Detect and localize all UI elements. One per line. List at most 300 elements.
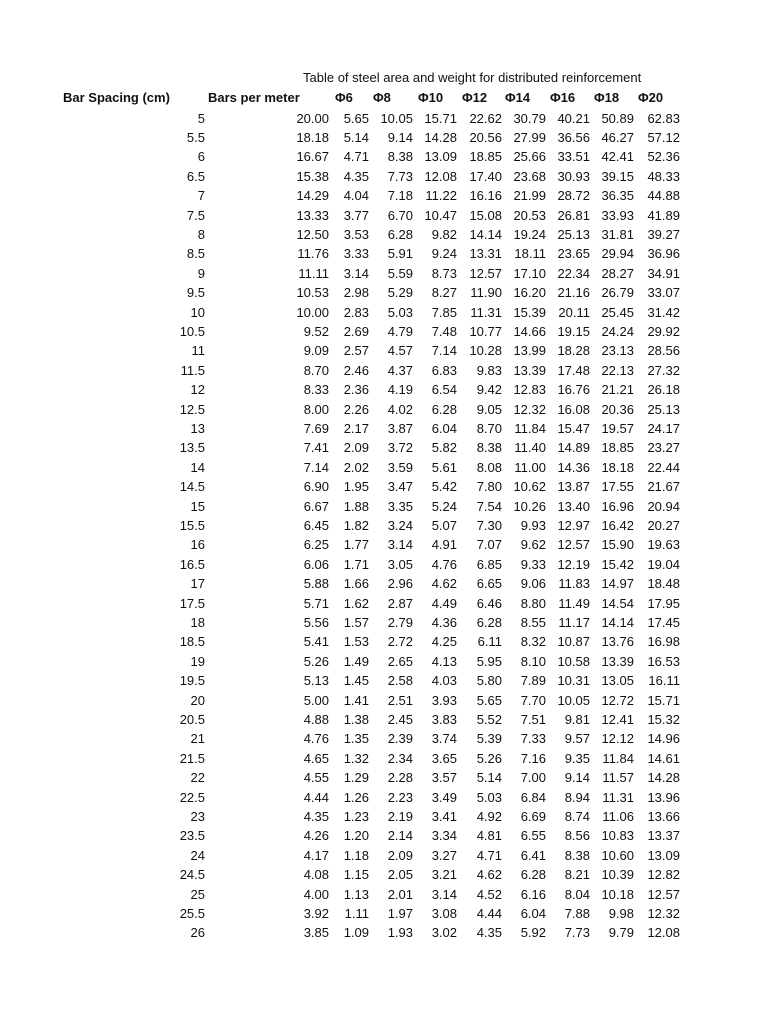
table-row bbox=[0, 632, 768, 651]
cell-spacing: 17 bbox=[190, 576, 205, 592]
cell-bars-per-meter: 9.09 bbox=[303, 343, 329, 359]
cell-phi8: 5.03 bbox=[387, 304, 413, 320]
cell-phi18: 42.41 bbox=[601, 149, 634, 165]
cell-phi14: 6.04 bbox=[520, 905, 546, 921]
cell-phi20: 24.17 bbox=[647, 420, 680, 436]
cell-bars-per-meter: 5.26 bbox=[303, 653, 329, 669]
cell-phi18: 11.31 bbox=[602, 789, 634, 805]
cell-phi8: 2.45 bbox=[387, 711, 413, 727]
cell-phi20: 28.56 bbox=[647, 343, 680, 359]
cell-phi12: 8.08 bbox=[476, 459, 502, 475]
cell-phi16: 10.31 bbox=[557, 673, 590, 689]
table-row bbox=[0, 419, 768, 438]
cell-bars-per-meter: 5.41 bbox=[303, 634, 329, 650]
cell-phi20: 13.96 bbox=[647, 789, 680, 805]
table-row bbox=[0, 283, 768, 302]
cell-spacing: 16 bbox=[190, 537, 205, 553]
cell-phi16: 7.73 bbox=[564, 925, 590, 941]
cell-phi16: 30.93 bbox=[557, 168, 590, 184]
cell-phi14: 12.83 bbox=[513, 382, 546, 398]
cell-phi10: 3.74 bbox=[431, 731, 457, 747]
cell-phi10: 3.27 bbox=[431, 847, 457, 863]
cell-phi18: 29.94 bbox=[601, 246, 634, 262]
cell-phi8: 7.73 bbox=[387, 168, 413, 184]
cell-phi12: 9.83 bbox=[476, 362, 502, 378]
cell-phi10: 5.82 bbox=[431, 440, 457, 456]
cell-spacing: 16.5 bbox=[179, 556, 205, 572]
cell-phi16: 9.81 bbox=[564, 711, 590, 727]
cell-phi8: 4.02 bbox=[387, 401, 413, 417]
cell-bars-per-meter: 16.67 bbox=[296, 149, 329, 165]
cell-spacing: 5.5 bbox=[186, 129, 205, 145]
cell-phi16: 25.13 bbox=[557, 226, 590, 242]
table-row bbox=[0, 477, 768, 496]
cell-phi8: 4.37 bbox=[387, 362, 413, 378]
cell-phi20: 12.82 bbox=[647, 867, 680, 883]
cell-phi6: 2.57 bbox=[343, 343, 369, 359]
cell-spacing: 9 bbox=[197, 265, 205, 281]
cell-spacing: 21.5 bbox=[179, 750, 205, 766]
cell-bars-per-meter: 8.00 bbox=[303, 401, 329, 417]
cell-phi12: 5.39 bbox=[476, 731, 502, 747]
cell-phi6: 1.23 bbox=[343, 808, 369, 824]
cell-phi10: 11.22 bbox=[425, 188, 457, 204]
cell-phi18: 12.12 bbox=[601, 731, 634, 747]
cell-phi16: 12.57 bbox=[557, 537, 590, 553]
cell-phi14: 30.79 bbox=[513, 110, 546, 126]
cell-phi6: 2.83 bbox=[343, 304, 369, 320]
table-row bbox=[0, 691, 768, 710]
cell-phi20: 14.96 bbox=[647, 731, 680, 747]
cell-phi10: 3.02 bbox=[431, 925, 457, 941]
cell-phi8: 7.18 bbox=[387, 188, 413, 204]
cell-bars-per-meter: 8.70 bbox=[303, 362, 329, 378]
table-row bbox=[0, 574, 768, 593]
cell-spacing: 10.5 bbox=[179, 323, 205, 339]
cell-phi6: 1.18 bbox=[343, 847, 369, 863]
cell-phi8: 3.47 bbox=[387, 479, 413, 495]
cell-phi8: 2.28 bbox=[387, 770, 413, 786]
table-row bbox=[0, 535, 768, 554]
cell-phi20: 62.83 bbox=[647, 110, 680, 126]
table-row bbox=[0, 652, 768, 671]
cell-phi6: 5.14 bbox=[343, 129, 369, 145]
table-row bbox=[0, 128, 768, 147]
cell-phi8: 5.91 bbox=[387, 246, 413, 262]
cell-phi20: 13.09 bbox=[647, 847, 680, 863]
cell-phi14: 7.16 bbox=[520, 750, 546, 766]
cell-phi8: 3.14 bbox=[387, 537, 413, 553]
cell-spacing: 7.5 bbox=[186, 207, 205, 223]
cell-phi10: 3.08 bbox=[431, 905, 457, 921]
cell-bars-per-meter: 6.67 bbox=[303, 498, 329, 514]
cell-phi16: 7.88 bbox=[564, 905, 590, 921]
cell-phi16: 9.35 bbox=[564, 750, 590, 766]
cell-phi10: 3.34 bbox=[431, 828, 457, 844]
cell-phi12: 6.65 bbox=[476, 576, 502, 592]
cell-phi20: 17.95 bbox=[647, 595, 680, 611]
cell-spacing: 11 bbox=[191, 343, 205, 359]
cell-phi20: 26.18 bbox=[647, 382, 680, 398]
cell-phi10: 10.47 bbox=[424, 207, 457, 223]
cell-phi16: 14.89 bbox=[557, 440, 590, 456]
cell-phi12: 7.80 bbox=[476, 479, 502, 495]
cell-phi18: 11.57 bbox=[602, 770, 634, 786]
cell-phi8: 2.51 bbox=[387, 692, 413, 708]
cell-phi18: 25.45 bbox=[601, 304, 634, 320]
cell-phi12: 11.90 bbox=[470, 285, 502, 301]
cell-spacing: 22 bbox=[190, 770, 205, 786]
cell-phi20: 23.27 bbox=[647, 440, 680, 456]
cell-phi6: 5.65 bbox=[343, 110, 369, 126]
cell-spacing: 6 bbox=[197, 149, 205, 165]
cell-phi18: 16.96 bbox=[601, 498, 634, 514]
cell-phi10: 4.13 bbox=[431, 653, 457, 669]
cell-phi14: 7.51 bbox=[520, 711, 546, 727]
cell-phi20: 52.36 bbox=[647, 149, 680, 165]
cell-phi12: 8.70 bbox=[476, 420, 502, 436]
cell-phi8: 2.96 bbox=[387, 576, 413, 592]
cell-phi12: 5.03 bbox=[476, 789, 502, 805]
cell-spacing: 6.5 bbox=[186, 168, 205, 184]
table-row bbox=[0, 594, 768, 613]
cell-phi6: 1.32 bbox=[343, 750, 369, 766]
cell-phi10: 7.14 bbox=[431, 343, 457, 359]
cell-phi14: 20.53 bbox=[513, 207, 546, 223]
cell-phi14: 10.26 bbox=[513, 498, 546, 514]
cell-phi16: 8.94 bbox=[564, 789, 590, 805]
cell-phi16: 10.58 bbox=[557, 653, 590, 669]
cell-phi10: 9.24 bbox=[431, 246, 457, 262]
cell-phi12: 5.26 bbox=[476, 750, 502, 766]
cell-phi12: 4.81 bbox=[476, 828, 502, 844]
header-phi14: Φ14 bbox=[505, 90, 531, 105]
cell-phi8: 2.23 bbox=[387, 789, 413, 805]
cell-spacing: 19 bbox=[190, 653, 205, 669]
cell-phi14: 9.06 bbox=[520, 576, 546, 592]
cell-phi10: 3.65 bbox=[431, 750, 457, 766]
cell-phi20: 41.89 bbox=[647, 207, 680, 223]
table-row bbox=[0, 885, 768, 904]
cell-phi12: 6.11 bbox=[477, 634, 502, 650]
cell-phi14: 15.39 bbox=[513, 304, 546, 320]
cell-phi10: 3.93 bbox=[431, 692, 457, 708]
cell-phi10: 4.76 bbox=[431, 556, 457, 572]
table-row bbox=[0, 458, 768, 477]
cell-phi18: 24.24 bbox=[601, 323, 634, 339]
cell-phi12: 4.52 bbox=[476, 886, 502, 902]
cell-phi14: 5.92 bbox=[520, 925, 546, 941]
cell-spacing: 9.5 bbox=[186, 285, 205, 301]
cell-phi20: 18.48 bbox=[647, 576, 680, 592]
cell-phi18: 14.14 bbox=[601, 614, 634, 630]
cell-phi10: 6.28 bbox=[431, 401, 457, 417]
cell-phi12: 5.65 bbox=[476, 692, 502, 708]
header-phi12: Φ12 bbox=[462, 90, 488, 105]
cell-phi16: 11.49 bbox=[558, 595, 590, 611]
cell-phi14: 27.99 bbox=[513, 129, 546, 145]
cell-bars-per-meter: 6.45 bbox=[303, 517, 329, 533]
cell-phi16: 23.65 bbox=[557, 246, 590, 262]
cell-phi10: 6.04 bbox=[431, 420, 457, 436]
cell-phi18: 10.18 bbox=[601, 886, 634, 902]
table-row bbox=[0, 768, 768, 787]
cell-phi20: 57.12 bbox=[647, 129, 680, 145]
cell-bars-per-meter: 20.00 bbox=[296, 110, 329, 126]
cell-phi14: 6.69 bbox=[520, 808, 546, 824]
table-row bbox=[0, 749, 768, 768]
cell-phi6: 1.62 bbox=[343, 595, 369, 611]
cell-phi14: 10.62 bbox=[513, 479, 546, 495]
cell-phi20: 29.92 bbox=[647, 323, 680, 339]
table-row bbox=[0, 206, 768, 225]
cell-phi14: 11.40 bbox=[514, 440, 546, 456]
cell-bars-per-meter: 10.00 bbox=[296, 304, 329, 320]
cell-phi14: 19.24 bbox=[513, 226, 546, 242]
cell-spacing: 18.5 bbox=[179, 634, 205, 650]
cell-phi10: 3.49 bbox=[431, 789, 457, 805]
cell-phi6: 2.17 bbox=[343, 420, 369, 436]
cell-phi12: 10.28 bbox=[469, 343, 502, 359]
cell-phi8: 4.79 bbox=[387, 323, 413, 339]
cell-phi16: 14.36 bbox=[557, 459, 590, 475]
cell-phi16: 11.83 bbox=[558, 576, 590, 592]
header-phi8: Φ8 bbox=[373, 90, 391, 105]
cell-phi8: 4.19 bbox=[387, 382, 413, 398]
table-row bbox=[0, 109, 768, 128]
cell-phi8: 2.58 bbox=[387, 673, 413, 689]
cell-phi14: 6.16 bbox=[520, 886, 546, 902]
cell-phi12: 9.05 bbox=[476, 401, 502, 417]
cell-phi8: 1.93 bbox=[387, 925, 413, 941]
cell-phi16: 20.11 bbox=[558, 304, 590, 320]
cell-spacing: 13.5 bbox=[179, 440, 205, 456]
table-row bbox=[0, 923, 768, 942]
cell-phi10: 7.85 bbox=[431, 304, 457, 320]
table-row bbox=[0, 904, 768, 923]
cell-phi12: 4.35 bbox=[476, 925, 502, 941]
cell-phi12: 5.52 bbox=[476, 711, 502, 727]
cell-phi16: 16.76 bbox=[557, 382, 590, 398]
cell-phi10: 8.27 bbox=[431, 285, 457, 301]
cell-phi18: 12.72 bbox=[601, 692, 634, 708]
cell-phi12: 7.07 bbox=[476, 537, 502, 553]
cell-phi12: 11.31 bbox=[470, 304, 502, 320]
cell-phi10: 3.57 bbox=[431, 770, 457, 786]
cell-phi18: 28.27 bbox=[601, 265, 634, 281]
cell-spacing: 20 bbox=[190, 692, 205, 708]
cell-phi10: 4.03 bbox=[431, 673, 457, 689]
cell-phi14: 18.11 bbox=[514, 246, 546, 262]
cell-bars-per-meter: 7.41 bbox=[303, 440, 329, 456]
cell-phi12: 10.77 bbox=[469, 323, 502, 339]
cell-phi20: 15.71 bbox=[647, 692, 680, 708]
cell-phi14: 6.28 bbox=[520, 867, 546, 883]
cell-phi6: 1.66 bbox=[343, 576, 369, 592]
cell-phi18: 15.90 bbox=[601, 537, 634, 553]
cell-phi12: 8.38 bbox=[476, 440, 502, 456]
cell-phi12: 18.85 bbox=[469, 149, 502, 165]
cell-phi16: 13.87 bbox=[557, 479, 590, 495]
cell-phi18: 33.93 bbox=[601, 207, 634, 223]
cell-phi18: 11.84 bbox=[602, 750, 634, 766]
table-row bbox=[0, 865, 768, 884]
cell-phi16: 28.72 bbox=[557, 188, 590, 204]
cell-spacing: 25.5 bbox=[179, 905, 205, 921]
cell-bars-per-meter: 4.65 bbox=[303, 750, 329, 766]
table-row bbox=[0, 341, 768, 360]
cell-phi10: 9.82 bbox=[431, 226, 457, 242]
cell-spacing: 11.5 bbox=[180, 362, 205, 378]
cell-phi6: 2.09 bbox=[343, 440, 369, 456]
cell-phi20: 27.32 bbox=[647, 362, 680, 378]
cell-bars-per-meter: 6.06 bbox=[303, 556, 329, 572]
cell-phi8: 2.72 bbox=[387, 634, 413, 650]
header-phi20: Φ20 bbox=[638, 90, 664, 105]
cell-bars-per-meter: 11.76 bbox=[297, 246, 329, 262]
cell-phi6: 1.26 bbox=[343, 789, 369, 805]
cell-phi12: 7.54 bbox=[476, 498, 502, 514]
header-phi6: Φ6 bbox=[335, 90, 353, 105]
cell-phi6: 3.53 bbox=[343, 226, 369, 242]
cell-phi10: 7.48 bbox=[431, 323, 457, 339]
cell-phi14: 25.66 bbox=[513, 149, 546, 165]
cell-spacing: 19.5 bbox=[179, 673, 205, 689]
cell-phi12: 5.95 bbox=[476, 653, 502, 669]
cell-phi10: 14.28 bbox=[424, 129, 457, 145]
cell-phi16: 12.97 bbox=[557, 517, 590, 533]
cell-phi14: 12.32 bbox=[513, 401, 546, 417]
cell-phi18: 19.57 bbox=[601, 420, 634, 436]
cell-phi20: 39.27 bbox=[647, 226, 680, 242]
cell-phi12: 13.31 bbox=[469, 246, 502, 262]
cell-phi18: 11.06 bbox=[602, 808, 634, 824]
cell-phi18: 18.85 bbox=[601, 440, 634, 456]
cell-bars-per-meter: 14.29 bbox=[296, 188, 329, 204]
table-row bbox=[0, 729, 768, 748]
cell-phi14: 14.66 bbox=[513, 323, 546, 339]
cell-phi8: 3.35 bbox=[387, 498, 413, 514]
cell-spacing: 12.5 bbox=[179, 401, 205, 417]
cell-phi18: 9.98 bbox=[608, 905, 634, 921]
cell-phi16: 16.08 bbox=[557, 401, 590, 417]
cell-phi6: 1.49 bbox=[343, 653, 369, 669]
cell-phi10: 3.83 bbox=[431, 711, 457, 727]
cell-phi14: 6.41 bbox=[520, 847, 546, 863]
cell-phi14: 9.62 bbox=[520, 537, 546, 553]
cell-phi20: 12.32 bbox=[647, 905, 680, 921]
cell-spacing: 7 bbox=[197, 188, 205, 204]
cell-phi14: 8.55 bbox=[520, 614, 546, 630]
cell-phi20: 31.42 bbox=[647, 304, 680, 320]
cell-phi16: 33.51 bbox=[557, 149, 590, 165]
cell-phi6: 1.77 bbox=[343, 537, 369, 553]
cell-phi16: 8.04 bbox=[564, 886, 590, 902]
cell-phi10: 6.83 bbox=[431, 362, 457, 378]
cell-phi14: 7.00 bbox=[520, 770, 546, 786]
cell-phi6: 1.57 bbox=[343, 614, 369, 630]
table-row bbox=[0, 516, 768, 535]
cell-bars-per-meter: 4.08 bbox=[303, 867, 329, 883]
cell-phi20: 44.88 bbox=[647, 188, 680, 204]
table-row bbox=[0, 361, 768, 380]
cell-bars-per-meter: 5.00 bbox=[303, 692, 329, 708]
cell-bars-per-meter: 4.55 bbox=[303, 770, 329, 786]
cell-spacing: 25 bbox=[190, 886, 205, 902]
cell-phi8: 4.57 bbox=[387, 343, 413, 359]
cell-bars-per-meter: 10.53 bbox=[296, 285, 329, 301]
table-row bbox=[0, 826, 768, 845]
cell-phi14: 13.99 bbox=[513, 343, 546, 359]
cell-phi18: 16.42 bbox=[601, 517, 634, 533]
table-row bbox=[0, 671, 768, 690]
header-phi10: Φ10 bbox=[418, 90, 444, 105]
cell-phi18: 31.81 bbox=[601, 226, 634, 242]
cell-bars-per-meter: 4.88 bbox=[303, 711, 329, 727]
cell-phi10: 3.14 bbox=[431, 886, 457, 902]
cell-phi12: 15.08 bbox=[469, 207, 502, 223]
cell-phi16: 22.34 bbox=[557, 265, 590, 281]
cell-phi6: 1.35 bbox=[343, 731, 369, 747]
cell-phi18: 39.15 bbox=[601, 168, 634, 184]
cell-phi10: 5.24 bbox=[431, 498, 457, 514]
cell-phi10: 4.36 bbox=[431, 614, 457, 630]
cell-phi6: 1.13 bbox=[343, 886, 369, 902]
cell-phi8: 3.72 bbox=[387, 440, 413, 456]
header-phi18: Φ18 bbox=[594, 90, 620, 105]
cell-phi20: 15.32 bbox=[647, 711, 680, 727]
cell-bars-per-meter: 3.92 bbox=[303, 905, 329, 921]
cell-phi18: 23.13 bbox=[601, 343, 634, 359]
cell-phi6: 2.36 bbox=[343, 382, 369, 398]
cell-phi14: 11.00 bbox=[514, 459, 546, 475]
cell-phi8: 1.97 bbox=[387, 905, 413, 921]
cell-phi14: 13.39 bbox=[513, 362, 546, 378]
cell-phi8: 10.05 bbox=[380, 110, 413, 126]
cell-phi14: 7.70 bbox=[520, 692, 546, 708]
table-row bbox=[0, 186, 768, 205]
cell-phi12: 6.28 bbox=[476, 614, 502, 630]
cell-phi10: 4.25 bbox=[431, 634, 457, 650]
table-title: Table of steel area and weight for distributed reinforcement bbox=[303, 70, 642, 85]
cell-phi6: 2.02 bbox=[343, 459, 369, 475]
cell-phi14: 11.84 bbox=[514, 420, 546, 436]
cell-phi6: 1.45 bbox=[343, 673, 369, 689]
header-bars-per-meter: Bars per meter bbox=[208, 90, 300, 105]
cell-spacing: 14.5 bbox=[179, 479, 205, 495]
cell-bars-per-meter: 12.50 bbox=[296, 226, 329, 242]
cell-spacing: 22.5 bbox=[179, 789, 205, 805]
cell-phi12: 9.42 bbox=[476, 382, 502, 398]
cell-phi8: 2.14 bbox=[387, 828, 413, 844]
cell-phi20: 12.57 bbox=[647, 886, 680, 902]
cell-phi8: 6.70 bbox=[387, 207, 413, 223]
cell-phi6: 1.95 bbox=[343, 479, 369, 495]
cell-bars-per-meter: 7.14 bbox=[303, 459, 329, 475]
cell-phi14: 17.10 bbox=[513, 265, 546, 281]
cell-phi6: 1.53 bbox=[343, 634, 369, 650]
cell-phi6: 1.20 bbox=[343, 828, 369, 844]
cell-phi12: 17.40 bbox=[469, 168, 502, 184]
cell-phi10: 3.21 bbox=[431, 867, 457, 883]
table-row bbox=[0, 613, 768, 632]
cell-bars-per-meter: 9.52 bbox=[303, 323, 329, 339]
cell-phi20: 22.44 bbox=[647, 459, 680, 475]
cell-phi10: 13.09 bbox=[424, 149, 457, 165]
cell-phi12: 6.46 bbox=[476, 595, 502, 611]
cell-phi8: 3.24 bbox=[387, 517, 413, 533]
cell-phi18: 15.42 bbox=[601, 556, 634, 572]
